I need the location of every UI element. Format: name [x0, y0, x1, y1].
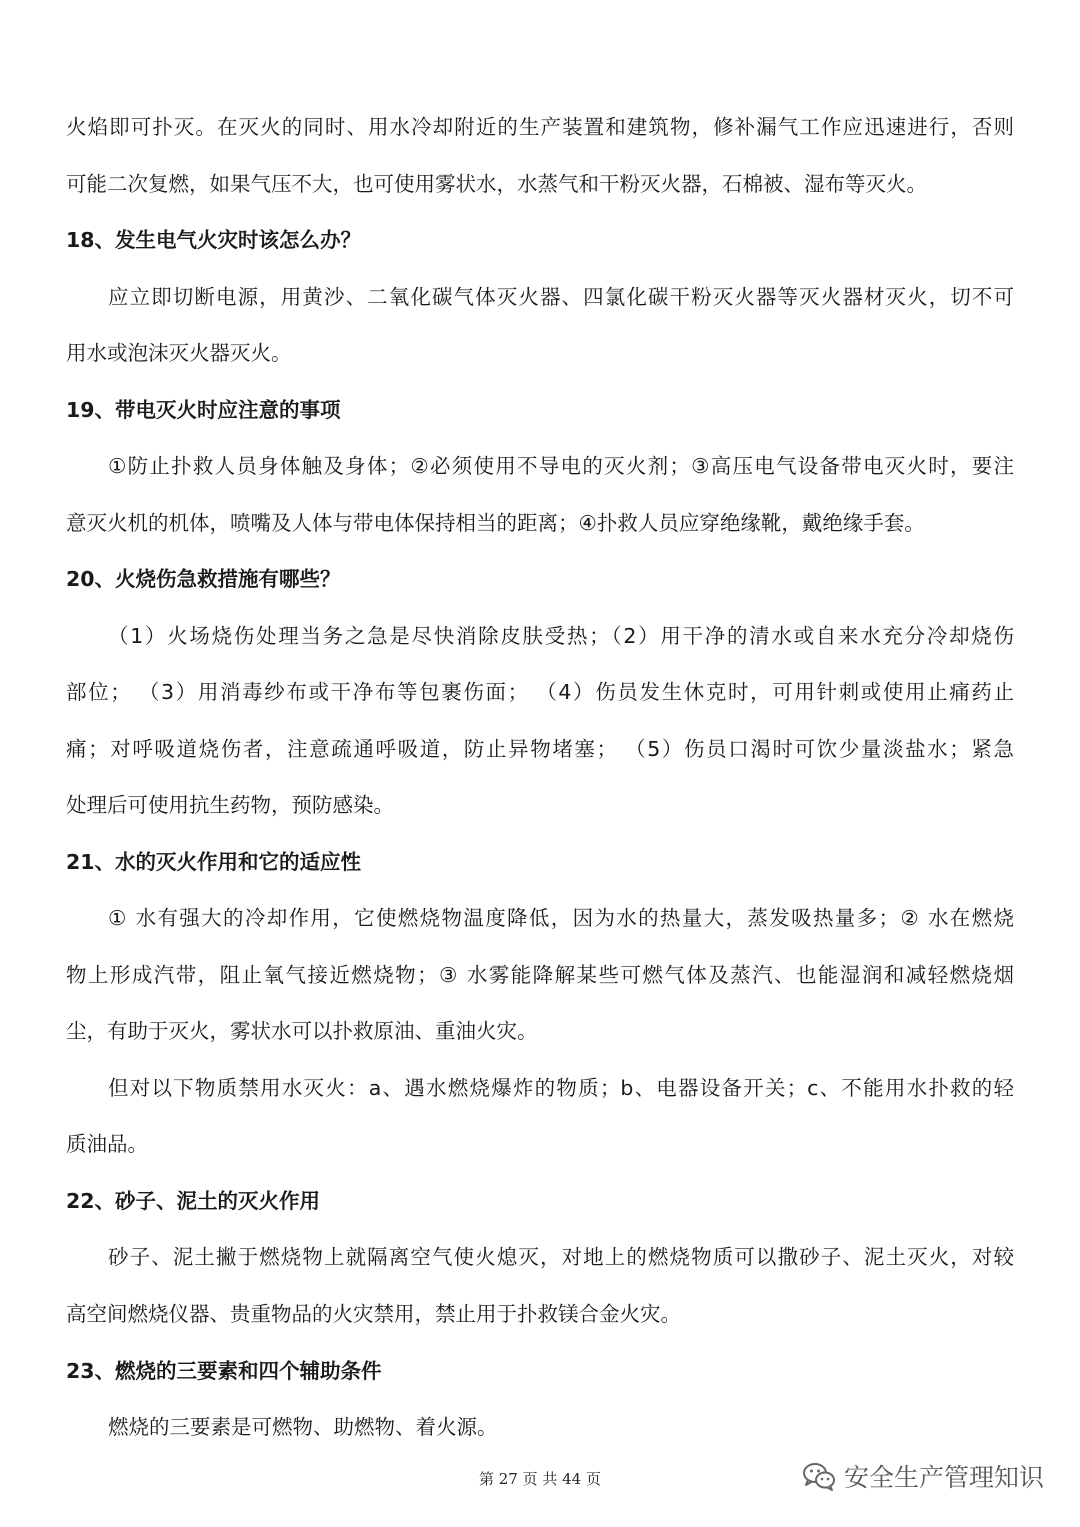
paragraph-line: 痛；对呼吸道烧伤者，注意疏通呼吸道，防止异物堵塞； （5）伤员口渴时可饮少量淡盐水；紧急	[66, 737, 1014, 761]
paragraph-line: 可能二次复燃，如果气压不大，也可使用雾状水，水蒸气和干粉灭火器，石棉被、湿布等灭火。	[66, 172, 927, 196]
source-watermark	[802, 1458, 1044, 1494]
paragraph-line: 用水或泡沫灭火器灭火。	[66, 341, 292, 365]
paragraph-line: ①防止扑救人员身体触及身体；②必须使用不导电的灭火剂；③高压电气设备带电灭火时，要注	[108, 454, 1014, 478]
section-heading-19: 19、带电灭火时应注意的事项	[66, 398, 341, 422]
paragraph-line: 物上形成汽带，阻止氧气接近燃烧物；③ 水雾能降解某些可燃气体及蒸汽、也能湿润和减轻燃烧烟	[66, 963, 1014, 987]
watermark-text: 安全生产管理知识	[843, 1463, 1044, 1492]
paragraph-line: 应立即切断电源，用黄沙、二氧化碳气体灭火器、四氯化碳干粉灭火器等灭火器材灭火，切不可	[108, 285, 1014, 309]
page-number-footer: 第 27 页 共 44 页	[478, 1470, 601, 1488]
paragraph-line: 意灭火机的机体，喷嘴及人体与带电体保持相当的距离；④扑救人员应穿绝缘靴，戴绝缘手套。	[66, 511, 925, 535]
paragraph-line: 高空间燃烧仪器、贵重物品的火灾禁用，禁止用于扑救镁合金火灾。	[66, 1302, 681, 1326]
paragraph-line: 部位； （3）用消毒纱布或干净布等包裹伤面； （4）伤员发生休克时，可用针刺或使用止痛药止	[66, 680, 1014, 704]
paragraph-line: 燃烧的三要素是可燃物、助燃物、着火源。	[108, 1415, 498, 1439]
paragraph-line: 处理后可使用抗生药物，预防感染。	[66, 793, 394, 817]
section-heading-18: 18、发生电气火灾时该怎么办？	[66, 228, 362, 252]
paragraph-line: ① 水有强大的冷却作用，它使燃烧物温度降低，因为水的热量大，蒸发吸热量多；② 水在燃烧	[108, 906, 1014, 930]
section-heading-23: 23、燃烧的三要素和四个辅助条件	[66, 1359, 382, 1383]
paragraph-line: 但对以下物质禁用水灭火：a、遇水燃烧爆炸的物质；b、电器设备开关；c、不能用水扑救的轻	[108, 1076, 1014, 1100]
section-heading-21: 21、水的灭火作用和它的适应性	[66, 850, 362, 874]
paragraph-line: 砂子、泥土撇于燃烧物上就隔离空气使火熄灭，对地上的燃烧物质可以撒砂子、泥土灭火，对较	[108, 1245, 1014, 1269]
section-heading-20: 20、火烧伤急救措施有哪些？	[66, 567, 341, 591]
wechat-icon	[802, 1461, 836, 1491]
paragraph-line: 尘，有助于灭火，雾状水可以扑救原油、重油火灾。	[66, 1019, 538, 1043]
paragraph-line: （1）火场烧伤处理当务之急是尽快消除皮肤受热；（2）用干净的清水或自来水充分冷却烧伤	[108, 624, 1014, 648]
section-heading-22: 22、砂子、泥土的灭火作用	[66, 1189, 321, 1213]
paragraph-line: 质油品。	[66, 1132, 148, 1156]
paragraph-line: 火焰即可扑灭。在灭火的同时、用水冷却附近的生产装置和建筑物，修补漏气工作应迅速进行，否则	[66, 115, 1014, 139]
